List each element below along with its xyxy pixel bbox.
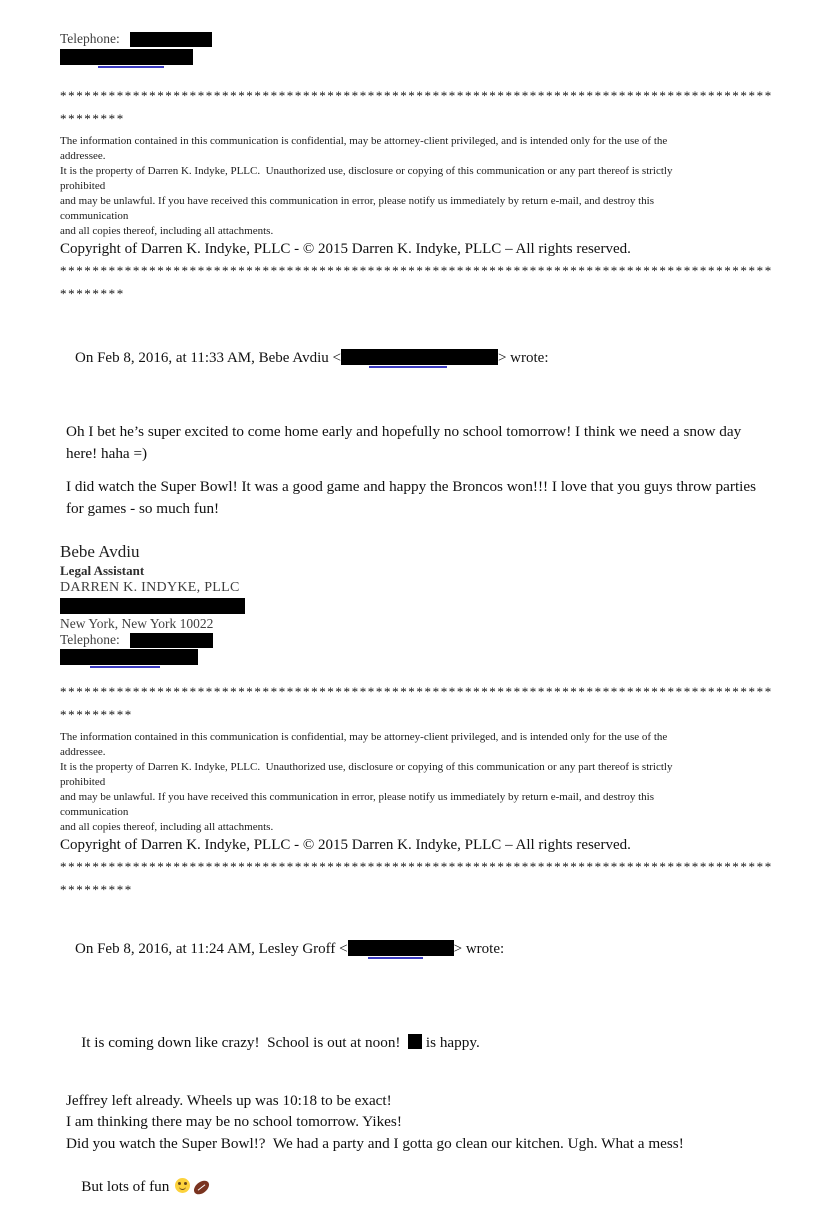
message-line: Did you watch the Super Bowl!? We had a party and I gotta go clean our kitchen. Ugh. What a mess!: [66, 1134, 684, 1152]
confidentiality-notice: [60, 730, 758, 835]
asterisk-row-tail: *********: [60, 707, 133, 723]
hidden-link-underline: [368, 956, 423, 959]
telephone-label: Telephone:: [60, 632, 120, 647]
message-paragraph: Oh I bet he’s super excited to come home early and hopefully no school tomorrow! I think we need a snow day here! haha =): [66, 423, 746, 462]
asterisk-separator: [60, 84, 773, 130]
hidden-link-underline: [90, 665, 160, 668]
redacted-email-address: [60, 49, 193, 65]
disclaimer-line: communication: [60, 210, 129, 222]
asterisk-row: ****************************************************************************************: [60, 263, 773, 278]
redacted-email-address: [341, 349, 498, 365]
asterisk-row: ****************************************************************************************: [60, 684, 773, 700]
redacted-phone-number: [130, 633, 213, 648]
redacted-email-address: [348, 940, 454, 956]
hidden-link-underline: [98, 65, 164, 68]
redacted-street-address: [60, 598, 245, 614]
disclaimer-line: and may be unlawful. If you have received this communication in error, please notify us immediately by return e-mail, and destroy this: [60, 195, 654, 207]
disclaimer-line: The information contained in this communication is confidential, may be attorney-client privileged, and is intended only for the use of the: [60, 731, 668, 744]
disclaimer-line: and all copies thereof, including all attachments.: [60, 225, 274, 237]
disclaimer-line: addressee.: [60, 746, 106, 759]
copyright-line: Copyright of Darren K. Indyke, PLLC - © 2015 Darren K. Indyke, PLLC – All rights reserved.: [60, 241, 631, 257]
signature-company: DARREN K. INDYKE, PLLC: [60, 580, 240, 595]
signature-name: Bebe Avdiu: [60, 542, 140, 561]
hidden-link-underline: [369, 365, 447, 368]
signature-telephone-line: [60, 632, 758, 648]
message-header-lesley: [60, 918, 758, 981]
asterisk-separator: [60, 259, 773, 305]
disclaimer-line: communication: [60, 806, 129, 819]
signature-block: [60, 541, 758, 665]
disclaimer-line: The information contained in this communication is confidential, may be attorney-client privileged, and is intended only for the use of the: [60, 135, 668, 147]
confidentiality-notice: [60, 134, 758, 239]
disclaimer-line: and all copies thereof, including all attachments.: [60, 821, 274, 834]
message-header-suffix: > wrote:: [497, 350, 549, 366]
copyright-line: Copyright of Darren K. Indyke, PLLC - © 2015 Darren K. Indyke, PLLC – All rights reserved.: [60, 837, 631, 854]
message-line: Jeffrey left already. Wheels up was 10:18 to be exact!: [66, 1091, 392, 1109]
disclaimer-line: prohibited: [60, 776, 106, 789]
smiling-face-emoji-icon: [175, 1178, 190, 1193]
disclaimer-line: prohibited: [60, 180, 106, 192]
disclaimer-line: and may be unlawful. If you have received this communication in error, please notify us immediately by return e-mail, and destroy this: [60, 791, 654, 804]
asterisk-row-tail: ********: [60, 286, 125, 301]
redacted-email-address: [60, 649, 198, 665]
message-line: I am thinking there may be no school tomorrow. Yikes!: [66, 1113, 402, 1131]
message-line: [66, 1154, 758, 1219]
asterisk-row-tail: *********: [60, 882, 133, 898]
disclaimer-line: addressee.: [60, 150, 106, 162]
telephone-label: Telephone:: [60, 31, 120, 46]
message-header-prefix: On Feb 8, 2016, at 11:24 AM, Lesley Groff <: [75, 941, 348, 958]
asterisk-separator: [60, 680, 773, 726]
message-header-prefix: On Feb 8, 2016, at 11:33 AM, Bebe Avdiu <: [75, 350, 341, 366]
asterisk-row-tail: ********: [60, 111, 125, 126]
message-line-text: It is coming down like crazy! School is out at noon!: [81, 1033, 409, 1051]
signature-city-line: New York, New York 10022: [60, 616, 214, 631]
disclaimer-line: It is the property of Darren K. Indyke, PLLC. Unauthorized use, disclosure or copying of this communication or any part thereof is strictly: [60, 761, 673, 774]
message-line: [66, 1010, 758, 1075]
top-telephone-line: [60, 30, 758, 48]
redacted-phone-number: [130, 32, 212, 47]
message-header-bebe: [60, 327, 758, 390]
football-emoji-icon: [192, 1178, 212, 1197]
message-line-text: is happy.: [422, 1033, 480, 1051]
message-header-suffix: > wrote:: [453, 941, 505, 958]
signature-title: Legal Assistant: [60, 563, 145, 578]
asterisk-separator: [60, 855, 773, 901]
asterisk-row: ****************************************************************************************: [60, 859, 773, 875]
message-line-text: But lots of fun: [81, 1177, 174, 1195]
redacted-name: [408, 1034, 422, 1049]
disclaimer-line: It is the property of Darren K. Indyke, PLLC. Unauthorized use, disclosure or copying of this communication or any part thereof is strictly: [60, 165, 673, 177]
asterisk-row: ****************************************************************************************: [60, 88, 773, 103]
message-paragraph: I did watch the Super Bowl! It was a good game and happy the Broncos won!!! I love that you guys throw parties for games - so much fun!: [66, 478, 760, 517]
